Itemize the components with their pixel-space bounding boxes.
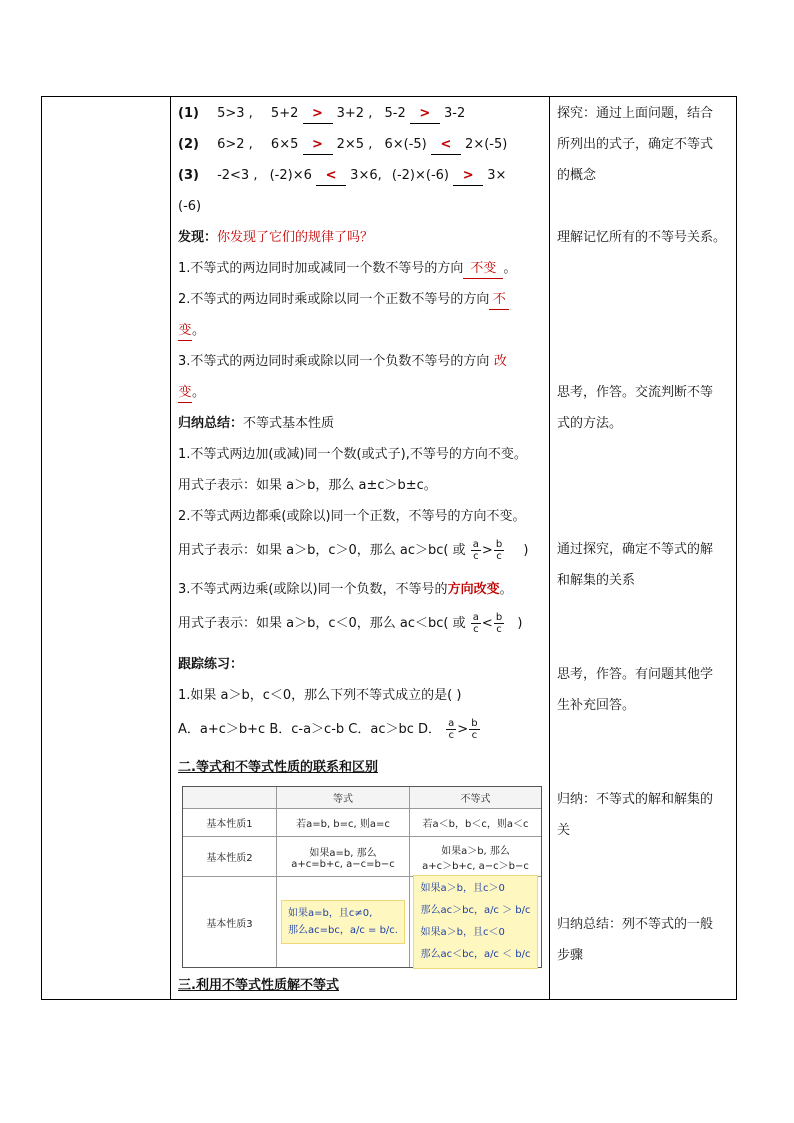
note-text: 式的方法。	[557, 416, 623, 431]
note-text: 所列出的式子，确定不等式	[557, 137, 714, 152]
note-text: 探究：通过上面问题，结合	[557, 106, 714, 121]
note-text: 归纳总结：列不等式的一般	[557, 917, 714, 932]
note-text: 和解集的关系	[557, 573, 636, 588]
table-header-inequality: 不等式	[410, 787, 541, 809]
property-1: 1.不等式两边加(或减)同一个数(或式子),不等号的方向不变。	[178, 447, 527, 462]
column-divider-left	[170, 97, 171, 999]
fraction: $\frac{a}{c}$	[472, 539, 479, 562]
example-row-2: (2) 6>2 , 6×5 > 2×5 , 6×(-5) < 2×(-5)	[178, 136, 507, 155]
section-3-heading: 三.利用不等式性质解不等式	[178, 978, 339, 993]
table-cell: 如果a＞b, 那么 a+c＞b+c, a−c＞b−c	[410, 837, 541, 877]
answer-blank: >	[303, 136, 333, 155]
note-text: 步骤	[557, 948, 584, 963]
note-text: 思考，作答。有问题其他学	[557, 667, 714, 682]
fraction: $\frac{b}{c}$	[495, 612, 503, 635]
property-1-formula: 用式子表示：如果 a＞b，那么 a±c＞b±c。	[178, 478, 437, 493]
notes-column	[549, 97, 737, 999]
table-cell: 若a＜b，b＜c，则a＜c	[410, 809, 541, 837]
highlight-box: 如果a＞b，且c＞0 那么ac＞bc，a/c ＞ b/c 如果a＞b，且c＜0 那么ac＜bc，a/c ＜ b/c	[413, 875, 537, 969]
example-row-3: (3) -2<3 , (-2)×6 < 3×6, (-2)×(-6) > 3×	[178, 167, 506, 186]
lesson-table	[41, 96, 737, 1000]
note-text: 理解记忆所有的不等号关系。	[557, 230, 727, 245]
property-3: 3.不等式两边乘(或除以)同一个负数，不等号的方向改变。	[178, 582, 513, 597]
row-label: 基本性质1	[183, 809, 277, 837]
fraction: $\frac{a}{c}$	[472, 612, 479, 635]
table-cell: 若a=b, b=c, 则a=c	[277, 809, 410, 837]
highlight-box: 如果a=b，且c≠0, 那么ac=bc，a/c = b/c.	[281, 900, 405, 944]
comparison-table	[182, 786, 542, 968]
note-text: 归纳：不等式的解和解集的	[557, 792, 714, 807]
rule-3: 3.不等式的两边同时乘或除以同一个负数不等号的方向 改	[178, 354, 507, 369]
rule-2: 2.不等式的两边同时乘或除以同一个正数不等号的方向 不	[178, 291, 509, 310]
example-row-3-cont: (-6)	[178, 199, 202, 214]
answer-blank: <	[431, 136, 461, 155]
property-2-formula: 用式子表示：如果 a＞b，c＞0，那么 ac＞bc( 或 $\frac{a}{c}$ > $\frac{b}{c}$ )	[178, 539, 529, 562]
table-cell	[410, 877, 541, 967]
table-cell: 如果a=b, 那么 a+c=b+c, a−c=b−c	[277, 837, 410, 877]
summary-heading: 归纳总结：不等式基本性质	[178, 416, 335, 431]
answer-blank: >	[410, 105, 440, 124]
table-header-equation: 等式	[277, 787, 410, 809]
practice-heading: 跟踪练习：	[178, 657, 244, 672]
practice-question: 1.如果 a＞b，c＜0，那么下列不等式成立的是( )	[178, 688, 462, 703]
activity-column	[172, 97, 548, 999]
example-row-1: (1) 5>3 , 5+2 > 3+2 , 5-2 > 3-2	[178, 105, 465, 124]
table-header-empty	[183, 787, 277, 809]
fraction: $\frac{b}{c}$	[495, 539, 503, 562]
note-text: 思考，作答。交流判断不等	[557, 385, 714, 400]
rule-2-cont: 变。	[178, 322, 205, 341]
answer-blank: <	[316, 167, 346, 186]
row-label: 基本性质2	[183, 837, 277, 877]
practice-options: A．a+c＞b+c B．c-a＞c-b C．ac＞bc D． $\frac{a}{c}$ > $\frac{b}{c}$	[178, 718, 478, 741]
row-label: 基本性质3	[183, 877, 277, 967]
fraction: $\frac{b}{c}$	[471, 718, 478, 741]
rule-3-cont: 变。	[178, 384, 205, 403]
property-3-formula: 用式子表示：如果 a＞b，c＜0，那么 ac＜bc( 或 $\frac{a}{c}$ < $\frac{b}{c}$ )	[178, 612, 523, 635]
section-2-heading: 二.等式和不等式性质的联系和区别	[178, 760, 378, 775]
discover-line: 发现：你发现了它们的规律了吗？	[178, 230, 374, 245]
property-2: 2.不等式两边都乘(或除以)同一个正数，不等号的方向不变。	[178, 509, 526, 524]
answer-blank: >	[453, 167, 483, 186]
answer-blank: >	[303, 105, 333, 124]
table-cell	[277, 877, 410, 967]
rule-1: 1.不等式的两边同时加或减同一个数不等号的方向 不变 。	[178, 260, 516, 279]
note-text: 的概念	[557, 168, 597, 183]
note-text: 关	[557, 823, 571, 838]
fraction: $\frac{a}{c}$	[448, 718, 455, 741]
note-text: 通过探究，确定不等式的解	[557, 542, 714, 557]
note-text: 生补充回答。	[557, 698, 636, 713]
